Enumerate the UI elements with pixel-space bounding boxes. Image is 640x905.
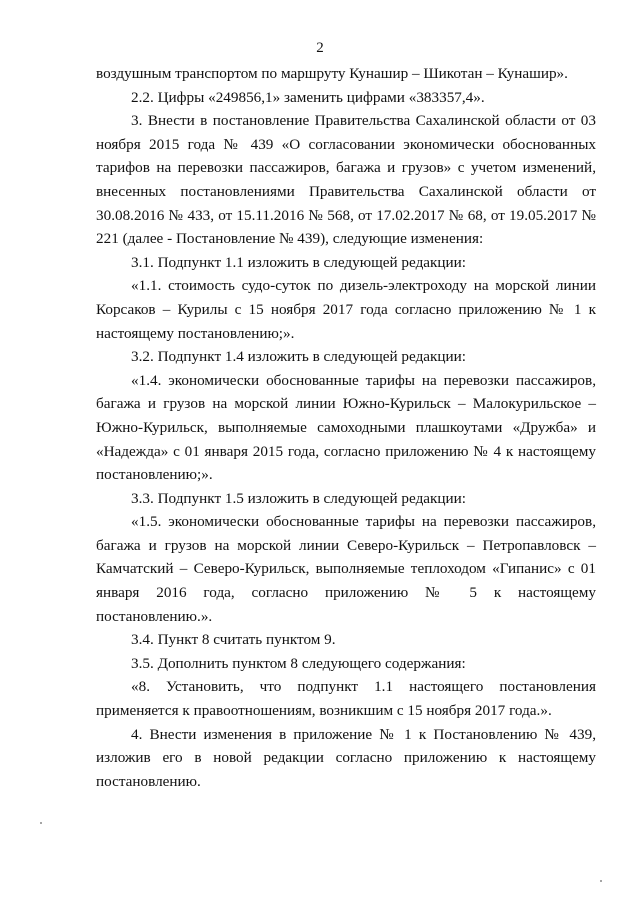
paragraph-1-1-quote: «1.1. стоимость судо-суток по дизель-электроходу на морской линии Корсаков – Курилы с 15 ноября 2017 года согласно приложению № 1 к настоящему постановлению;».	[96, 277, 596, 342]
document-body	[96, 62, 596, 793]
paragraph-3-5: 3.5. Дополнить пунктом 8 следующего содержания:	[131, 654, 466, 672]
paragraph-3-3: 3.3. Подпункт 1.5 изложить в следующей редакции:	[131, 489, 467, 507]
paragraph-2-2: 2.2. Цифры «249856,1» заменить цифрами «383357,4».	[131, 88, 485, 106]
paragraph-3-2: 3.2. Подпункт 1.4 изложить в следующей редакции:	[131, 348, 467, 366]
paragraph-continuation: воздушным транспортом по маршруту Кунашир – Шикотан – Кунашир».	[96, 65, 568, 82]
paragraph-8-quote: «8. Установить, что подпункт 1.1 настоящего постановления применяется к правоотношениям, возникшим с 15 ноября 2017 года.».	[96, 678, 596, 720]
scan-speck	[40, 822, 42, 824]
page-number: 2	[316, 40, 324, 56]
paragraph-3-1: 3.1. Подпункт 1.1 изложить в следующей редакции:	[131, 253, 467, 271]
paragraph-1-4-quote: «1.4. экономически обоснованные тарифы на перевозки пассажиров, багажа и грузов на морской линии Южно-Курильск – Малокурильское – Южно-Курильск, выполняемые самоходными плашкоутами «Дружба» и «Надежда» с 01 января 2015 года, согласно приложению № 4 к настоящему постановлению;».	[96, 371, 596, 484]
paragraph-1-5-quote: «1.5. экономически обоснованные тарифы на перевозки пассажиров, багажа и грузов на морской линии Северо-Курильск – Петропавловск – Камчатский – Северо-Курильск, выполняемые теплоходом «Гипанис» с 01 января 2016 года, согласно приложению № 5 к настоящему постановлению.».	[96, 513, 596, 625]
scan-speck	[600, 880, 602, 882]
paragraph-3: 3. Внести в постановление Правительства Сахалинской области от 03 ноября 2015 года № 439 «О согласовании экономически обоснованных тарифов на перевозки пассажиров, багажа и грузов» с учетом изменений, внесенных постановлениями Правительства Сахалинской области от 30.08.2016 № 433, от 15.11.2016 № 568, от 17.02.2017 № 68, от 19.05.2017 № 221 (далее - Постановление № 439), следующие изменения:	[96, 112, 596, 248]
paragraph-3-4: 3.4. Пункт 8 считать пунктом 9.	[131, 631, 336, 649]
paragraph-4: 4. Внести изменения в приложение № 1 к Постановлению № 439, изложив его в новой редакции согласно приложению к настоящему постановлению.	[96, 725, 596, 790]
